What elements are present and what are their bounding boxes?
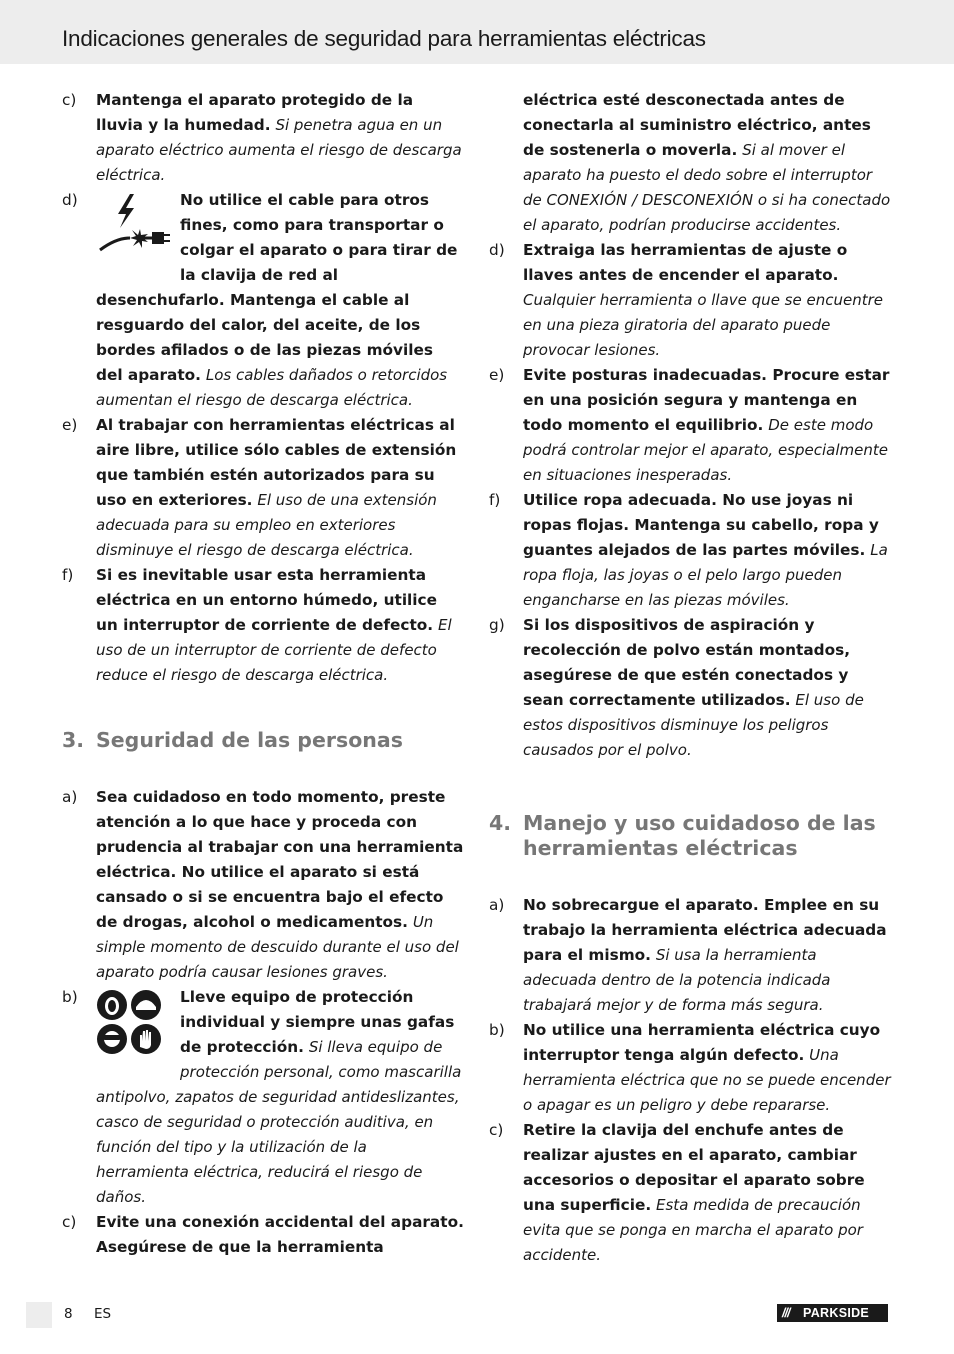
section-heading: 3. Seguridad de las personas <box>62 728 403 752</box>
list-item: a) No sobrecargue el aparato. Emplee en su trabajo la herramienta eléctrica adecuada para el mismo. Si usa la herramienta adecuada dentro de la potencia indicada trabajará mejor y de forma más segura. <box>489 896 887 1014</box>
list-item: c) Retire la clavija del enchufe antes de realizar ajustes en el aparato, cambiar accesorios o depositar el aparato sobre una superficie. Esta medida de precaución evita que se ponga en marcha el aparato por accidente. <box>489 1121 865 1264</box>
parkside-logo: /// PARKSIDE <box>777 1304 888 1322</box>
page-number: 8 <box>64 1306 73 1322</box>
page-number-box <box>26 1302 52 1328</box>
list-item: c) Evite una conexión accidental del aparato. Asegúrese de que la herramienta <box>62 1213 464 1256</box>
list-item: f) Si es inevitable usar esta herramienta eléctrica en un entorno húmedo, utilice un interruptor de corriente de defecto. El uso de un interruptor de corriente de defecto reduce el riesgo de descarga eléctrica. <box>62 566 452 684</box>
list-item: c) Mantenga el aparato protegido de la lluvia y la humedad. Si penetra agua en un aparato eléctrico aumenta el riesgo de descarga eléctrica. <box>62 91 462 184</box>
list-item: b) Lleve equipo de protección individual y siempre unas gafas de protección. Si lleva equipo de protección personal, como mascarilla antipolvo, zapatos de seguridad antideslizantes, casco de seguridad o protección auditiva, en función del tipo y la utilización de la herramienta eléctrica, reducirá el riesgo de daños. <box>62 988 462 1206</box>
cable-damage-warning-icon <box>96 192 172 266</box>
list-item: d) Extraiga las herramientas de ajuste o llaves antes de encender el aparato. Cualquier herramienta o llave que se encuentre en una pieza giratoria del aparato puede provocar lesiones. <box>489 241 883 359</box>
section-heading: 4. Manejo y uso cuidadoso de las herramientas eléctricas <box>489 811 876 860</box>
list-item: eléctrica esté desconectada antes de conectarla al suministro eléctrico, antes de sostenerla o moverla. Si al mover el aparato ha puesto el dedo sobre el interruptor de CONEXIÓN / DESCONEXIÓN o si ha conectado el aparato, podrían producirse accidentes. <box>523 91 891 234</box>
left-column <box>62 88 464 1260</box>
list-item: e) Al trabajar con herramientas eléctricas al aire libre, utilice sólo cables de extensión que también estén autorizados para su uso en exteriores. El uso de una extensión adecuada para su empleo en exteriores disminuye el riesgo de descarga eléctrica. <box>62 416 457 559</box>
right-column <box>489 88 891 1268</box>
list-item: f) Utilice ropa adecuada. No use joyas ni ropas flojas. Mantenga su cabello, ropa y guantes alejados de las partes móviles. La ropa floja, las joyas o el pelo largo pueden engancharse en las piezas móviles. <box>489 491 888 609</box>
page-title: Indicaciones generales de seguridad para herramientas eléctricas <box>62 26 706 51</box>
list-item: g) Si los dispositivos de aspiración y recolección de polvo están montados, asegúrese de que estén conectados y sean correctamente utilizados. El uso de estos dispositivos disminuye los peligros causados por el polvo. <box>489 616 864 759</box>
page-header <box>0 0 954 64</box>
list-item: e) Evite posturas inadecuadas. Procure estar en una posición segura y mantenga en todo momento el equilibrio. De este modo podrá controlar mejor el aparato, especialmente en situaciones inesperadas. <box>489 366 890 484</box>
language-code: ES <box>94 1306 112 1322</box>
list-item: d) No utilice el cable para otros fines, como para transportar o colgar el aparato o para tirar de la clavija de red al desenchufarlo. Mantenga el cable al resguardo del calor, del aceite, de los bordes afilados o de las piezas móviles del aparato. Los cables dañados o retorcidos aumentan el riesgo de descarga eléctrica. <box>62 191 458 409</box>
list-item: a) Sea cuidadoso en todo momento, preste atención a lo que hace y proceda con prudencia al trabajar con una herramienta eléctrica. No utilice el aparato si está cansado o si se encuentra bajo el efecto de drogas, alcohol o medicamentos. Un simple momento de descuido durante el uso del aparato podría causar lesiones graves. <box>62 788 464 981</box>
list-item: b) No utilice una herramienta eléctrica cuyo interruptor tenga algún defecto. Una herramienta eléctrica que no se puede encender o apagar es un peligro y debe repararse. <box>489 1021 891 1114</box>
ppe-icons <box>96 989 172 1063</box>
